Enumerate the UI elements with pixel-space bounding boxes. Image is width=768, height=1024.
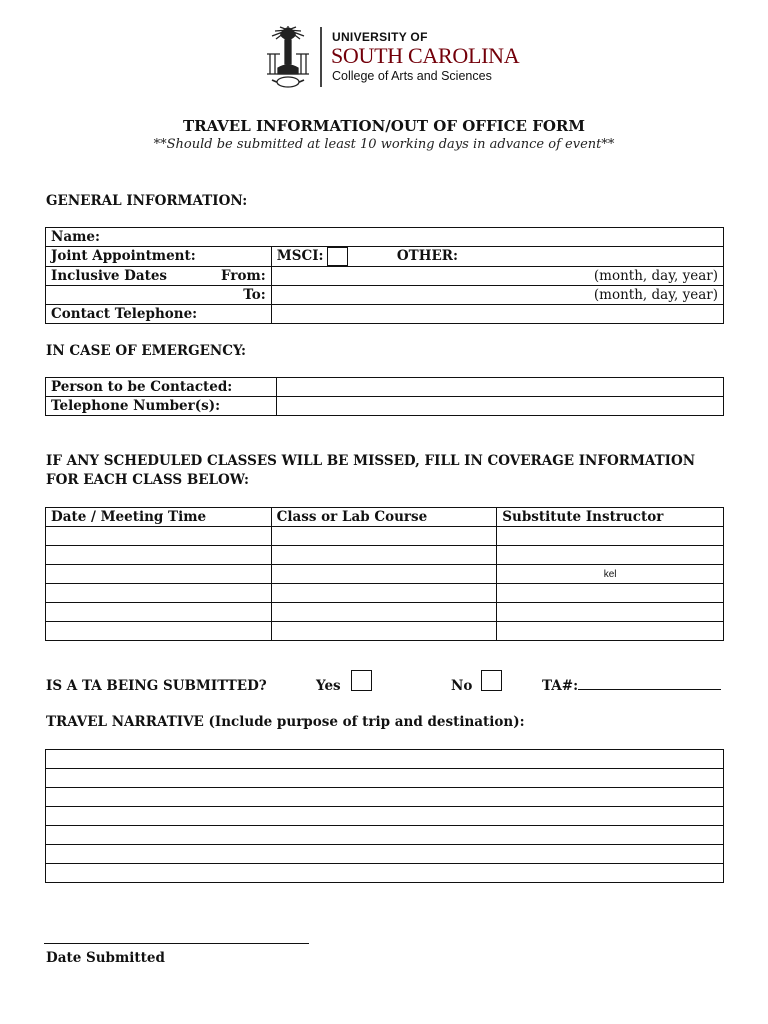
brand-university-of: UNIVERSITY OF	[332, 30, 428, 44]
date-time-cell[interactable]	[46, 527, 272, 546]
narrative-field[interactable]	[46, 769, 724, 788]
table-row	[46, 546, 724, 565]
general-info-table	[45, 227, 724, 324]
travel-narrative-heading: TRAVEL NARRATIVE (Include purpose of trip and destination):	[46, 714, 525, 730]
telephone-numbers-field[interactable]	[276, 397, 723, 416]
from-date-hint: (month, day, year)	[593, 267, 718, 284]
brand-college: College of Arts and Sciences	[332, 69, 492, 83]
other-label: OTHER:	[396, 248, 458, 264]
substitute-cell[interactable]	[497, 527, 724, 546]
ta-number-field[interactable]	[578, 689, 721, 690]
narrative-table	[45, 749, 724, 883]
narrative-field[interactable]	[46, 826, 724, 845]
narrative-field[interactable]	[46, 864, 724, 883]
contact-telephone-field[interactable]	[271, 305, 723, 324]
form-title: TRAVEL INFORMATION/OUT OF OFFICE FORM	[182, 117, 585, 135]
brand-south-carolina: SOUTH CAROLINA	[331, 43, 520, 68]
substitute-cell[interactable]	[497, 546, 724, 565]
class-coverage-header-row	[46, 508, 724, 527]
stray-text: kel	[603, 568, 617, 580]
substitute-cell[interactable]	[497, 622, 724, 641]
emergency-table	[45, 377, 724, 416]
form-subtitle: **Should be submitted at least 10 working days in advance of event**	[153, 137, 615, 152]
inclusive-dates-label: Inclusive Dates	[51, 267, 168, 284]
joint-appointment-label: Joint Appointment:	[46, 247, 272, 267]
date-time-cell[interactable]	[46, 546, 272, 565]
from-date-row	[46, 267, 724, 286]
class-course-cell[interactable]	[271, 603, 497, 622]
name-field[interactable]	[271, 228, 723, 247]
substitute-cell[interactable]	[497, 603, 724, 622]
date-time-cell[interactable]	[46, 584, 272, 603]
person-contact-label: Person to be Contacted:	[46, 378, 277, 397]
logo-divider	[320, 27, 322, 87]
class-course-cell[interactable]	[271, 622, 497, 641]
table-row	[46, 565, 724, 584]
table-row	[46, 527, 724, 546]
to-date-field[interactable]	[271, 286, 723, 305]
col-header-substitute: Substitute Instructor	[497, 508, 724, 527]
joint-appointment-row	[46, 247, 724, 267]
narrative-field[interactable]	[46, 845, 724, 864]
table-row	[46, 603, 724, 622]
narrative-line	[46, 788, 724, 807]
ta-number-label: TA#:	[542, 678, 579, 694]
joint-appointment-field	[271, 247, 723, 267]
substitute-cell[interactable]	[497, 584, 724, 603]
person-contact-field[interactable]	[276, 378, 723, 397]
classes-heading-line2: FOR EACH CLASS BELOW:	[46, 472, 250, 488]
ta-yes-label: Yes	[316, 678, 341, 694]
person-contact-row	[46, 378, 724, 397]
msci-checkbox[interactable]	[327, 247, 348, 266]
date-submitted-field[interactable]	[44, 943, 309, 944]
date-time-cell[interactable]	[46, 565, 272, 584]
name-row	[46, 228, 724, 247]
date-submitted-label: Date Submitted	[46, 950, 165, 966]
to-date-row	[46, 286, 724, 305]
contact-telephone-label: Contact Telephone:	[46, 305, 272, 324]
inclusive-dates-cell	[46, 267, 272, 286]
col-header-class-course: Class or Lab Course	[271, 508, 497, 527]
class-coverage-table	[45, 507, 724, 641]
narrative-field[interactable]	[46, 750, 724, 769]
telephone-numbers-row	[46, 397, 724, 416]
substitute-cell[interactable]	[497, 565, 724, 584]
from-date-field[interactable]	[271, 267, 723, 286]
university-seal-logo	[262, 24, 314, 92]
narrative-field[interactable]	[46, 788, 724, 807]
from-label: From:	[221, 267, 266, 284]
ta-question: IS A TA BEING SUBMITTED?	[46, 678, 267, 694]
table-row	[46, 622, 724, 641]
narrative-line	[46, 845, 724, 864]
narrative-line	[46, 750, 724, 769]
narrative-field[interactable]	[46, 807, 724, 826]
ta-yes-checkbox[interactable]	[351, 670, 372, 691]
telephone-numbers-label: Telephone Number(s):	[46, 397, 277, 416]
name-label: Name:	[46, 228, 272, 247]
ta-no-label: No	[451, 678, 473, 694]
table-row	[46, 584, 724, 603]
col-header-date-time: Date / Meeting Time	[46, 508, 272, 527]
emergency-heading: IN CASE OF EMERGENCY:	[46, 343, 246, 359]
narrative-line	[46, 807, 724, 826]
narrative-line	[46, 769, 724, 788]
contact-telephone-row	[46, 305, 724, 324]
general-info-heading: GENERAL INFORMATION:	[46, 193, 248, 209]
classes-heading-line1: IF ANY SCHEDULED CLASSES WILL BE MISSED, FILL IN COVERAGE INFORMATION	[46, 453, 696, 469]
to-label: To:	[46, 286, 272, 305]
date-time-cell[interactable]	[46, 603, 272, 622]
narrative-line	[46, 864, 724, 883]
class-course-cell[interactable]	[271, 527, 497, 546]
class-course-cell[interactable]	[271, 584, 497, 603]
class-course-cell[interactable]	[271, 546, 497, 565]
msci-label: MSCI:	[276, 248, 324, 264]
ta-no-checkbox[interactable]	[481, 670, 502, 691]
to-date-hint: (month, day, year)	[593, 286, 718, 303]
narrative-line	[46, 826, 724, 845]
class-course-cell[interactable]	[271, 565, 497, 584]
date-time-cell[interactable]	[46, 622, 272, 641]
